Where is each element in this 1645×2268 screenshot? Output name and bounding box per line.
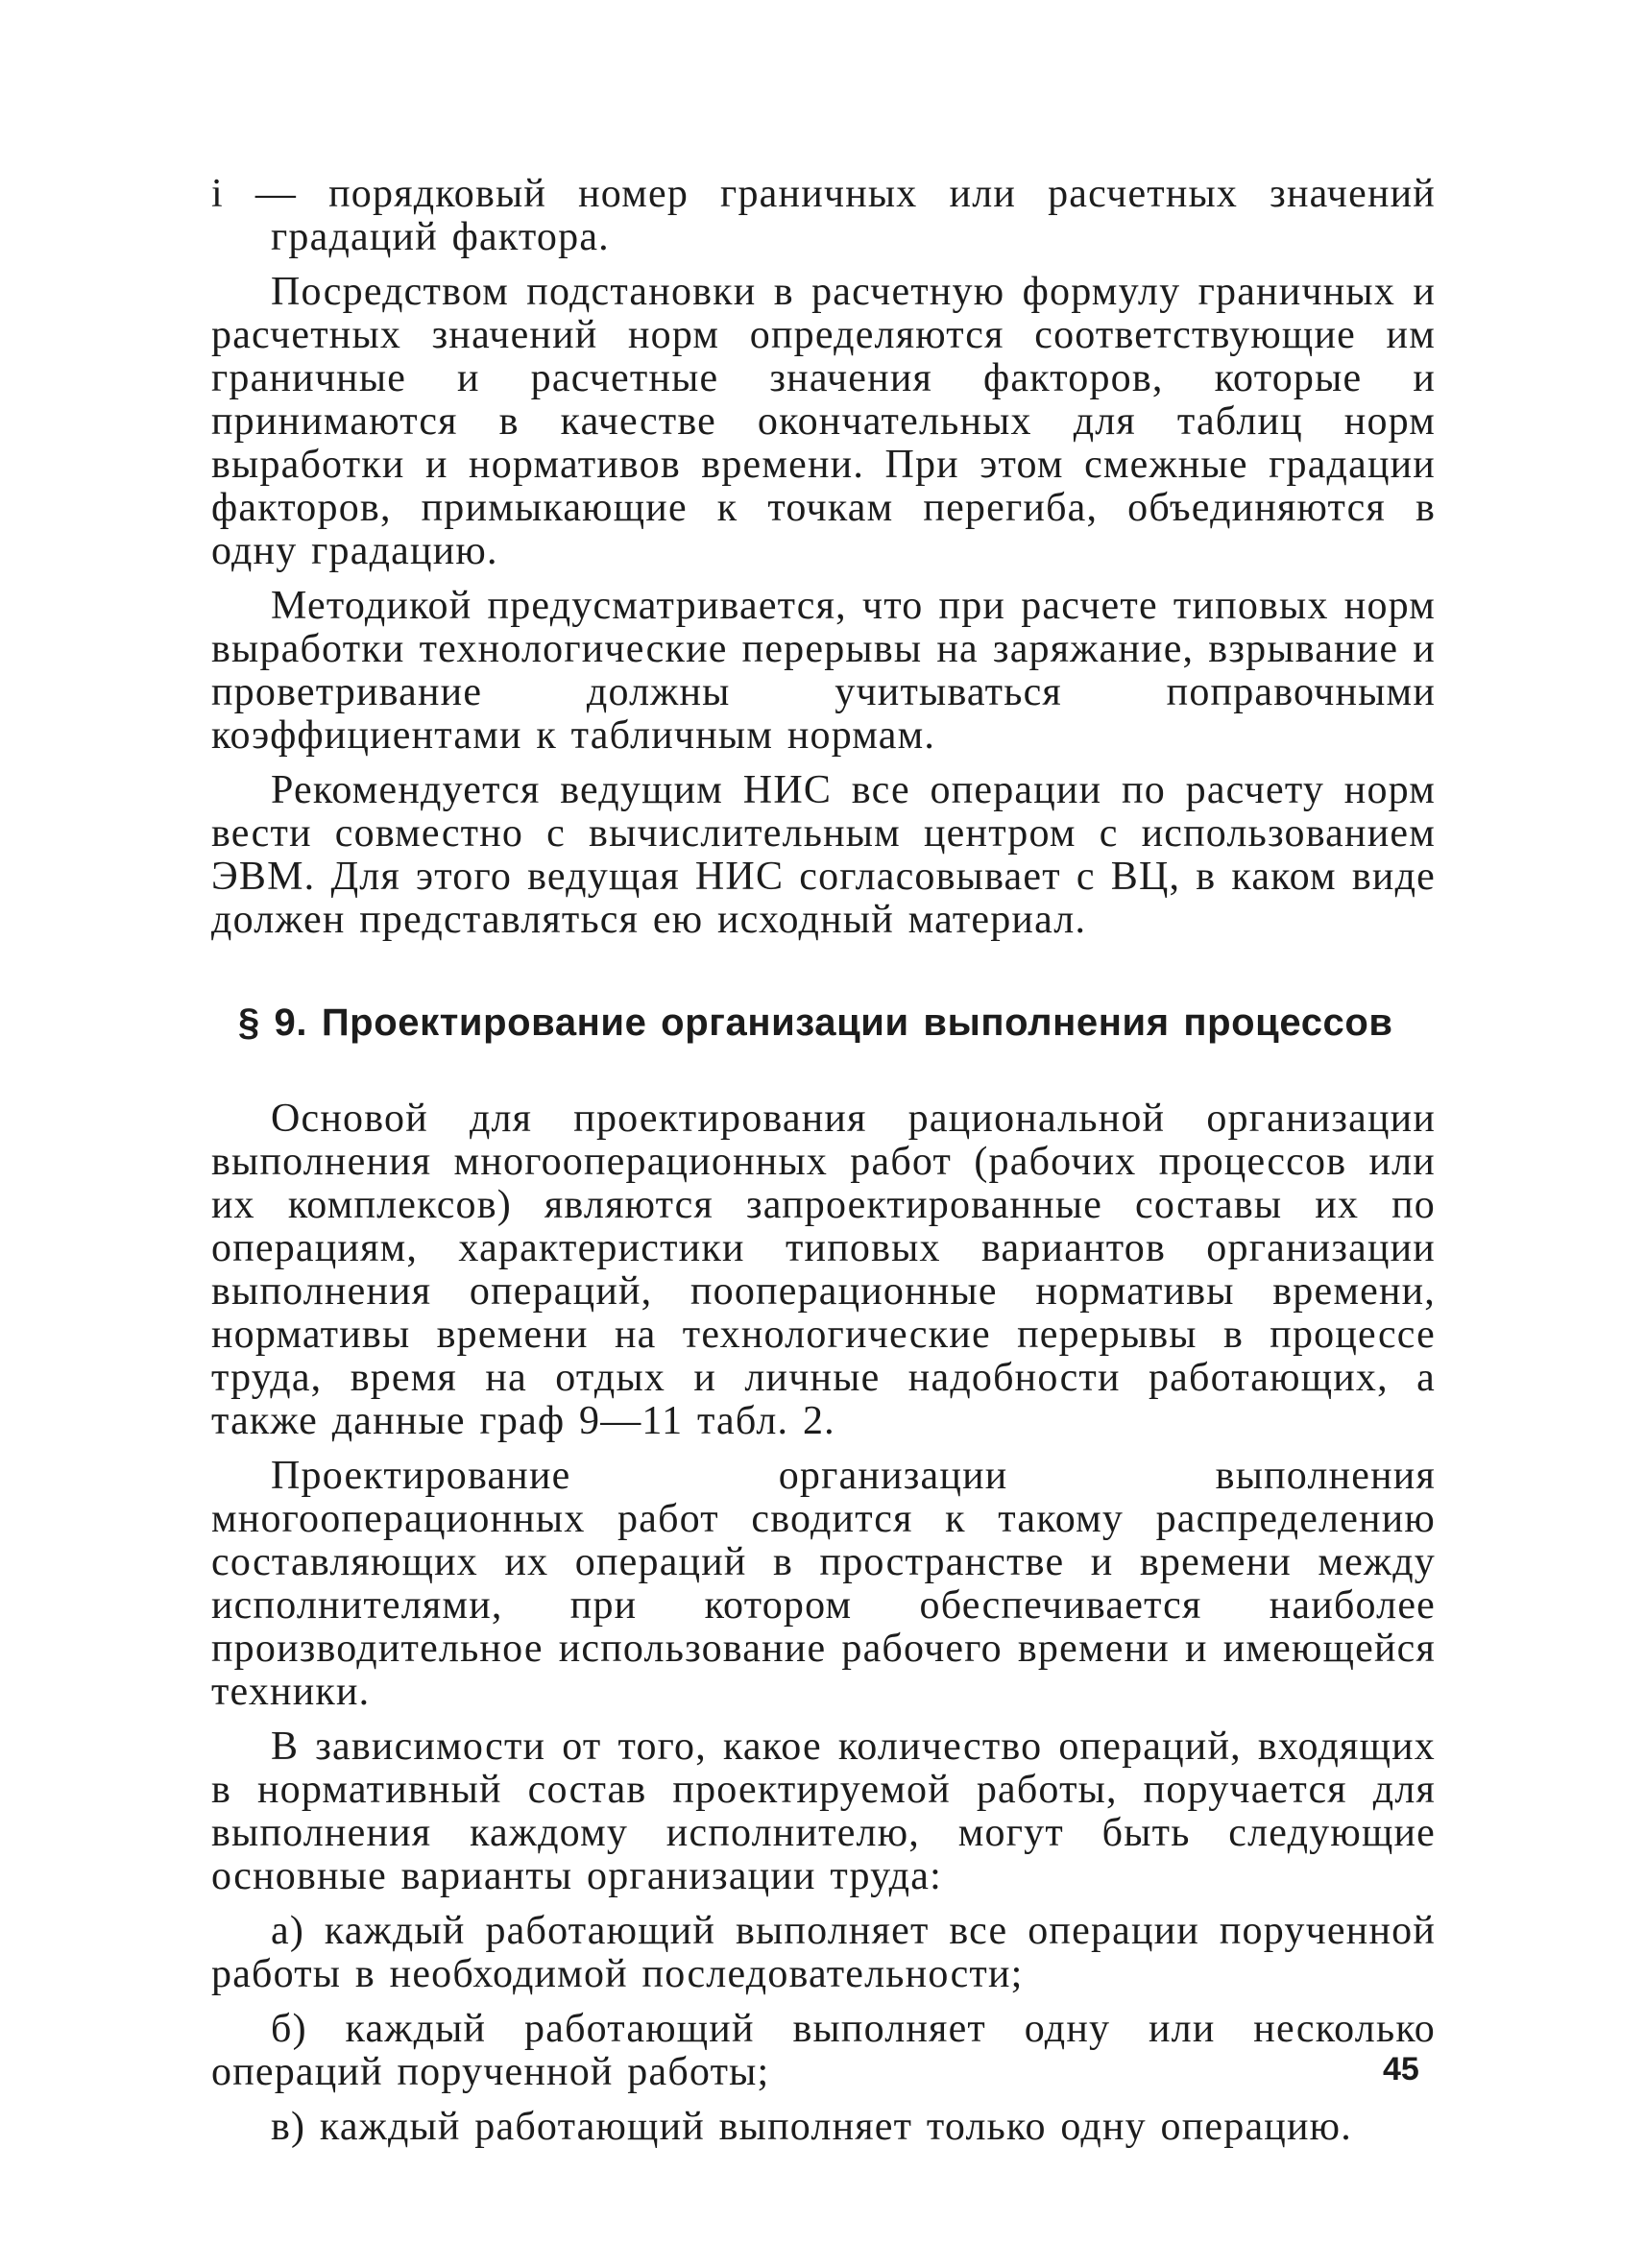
section-heading: § 9. Проектирование организации выполнения процессов [238,1001,1393,1044]
paragraph: Рекомендуется ведущим НИС все операции по расчету норм вести совместно с вычислительным центром с использованием ЭВМ. Для этого ведущая НИС согласовывает с ВЦ, в каком виде должен представляться ею исходный материал. [211,768,1436,942]
page-number: 45 [1383,2051,1419,2087]
paragraph: В зависимости от того, какое количество операций, входящих в нормативный состав проектируемой работы, поручается для выполнения каждому исполнителю, могут быть следующие основные варианты организации труда: [211,1725,1436,1898]
list-item: б) каждый работающий выполняет одну или несколько операций порученной работы; [211,2007,1436,2094]
definition-line: i — порядковый номер граничных или расчетных значений градаций фактора. [211,172,1436,259]
paragraph: Методикой предусматривается, что при расчете типовых норм выработки технологические перерывы на заряжание, взрывание и проветривание должны учитываться поправочными коэффициентами к табличным нормам. [211,584,1436,758]
list-item: а) каждый работающий выполняет все операции порученной работы в необходимой последовательности; [211,1909,1436,1996]
list-item: в) каждый работающий выполняет только одну операцию. [271,2105,1352,2149]
paragraph: Проектирование организации выполнения многооперационных работ сводится к такому распределению составляющих их операций в пространстве и времени между исполнителями, при котором обеспечивается наиболее производительное использование рабочего времени и имеющейся техники. [211,1454,1436,1714]
paragraph: Посредством подстановки в расчетную формулу граничных и расчетных значений норм определяются соответствующие им граничные и расчетные значения факторов, которые и принимаются в качестве окончательных для таблиц норм выработки и нормативов времени. При этом смежные градации факторов, примыкающие к точкам перегиба, объединяются в одну градацию. [211,270,1436,573]
page-text [211,173,1436,2149]
paragraph: Основой для проектирования рациональной организации выполнения многооперационных работ (рабочих процессов или их комплексов) являются запроектированные составы их по операциям, характеристики типовых вариантов организации выполнения операций, пооперационные нормативы времени, нормативы времени на технологические перерывы в процессе труда, время на отдых и личные надобности работающих, а также данные граф 9—11 табл. 2. [211,1097,1436,1443]
